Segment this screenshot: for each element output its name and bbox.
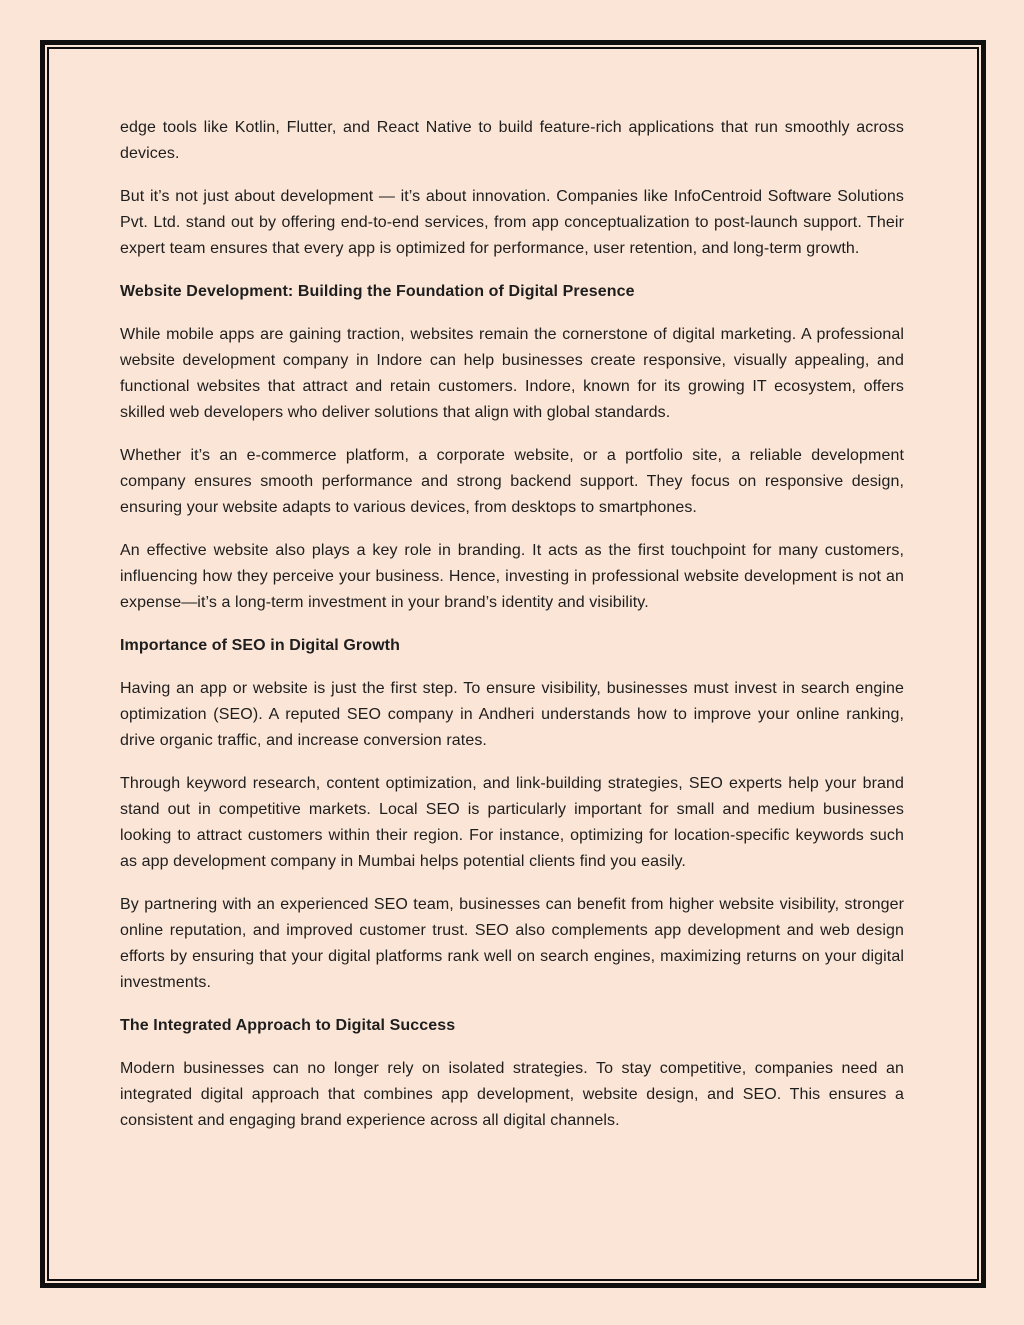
paragraph: Whether it’s an e-commerce platform, a corporate website, or a portfolio site, a reliable development company ensures smooth performance and strong backend support. They focus on responsive design, ensuring your website adapts to various devices, from desktops to smartphones. <box>120 447 904 516</box>
document-frame-inner <box>47 47 979 1281</box>
section-heading: Importance of SEO in Digital Growth <box>120 637 400 654</box>
paragraph: Having an app or website is just the first step. To ensure visibility, businesses must invest in search engine optimization (SEO). A reputed SEO company in Andheri understands how to improve your online ranking, drive organic traffic, and increase conversion rates. <box>120 680 904 749</box>
document-body <box>49 49 977 1279</box>
document-frame-outer <box>40 40 986 1288</box>
paragraph: edge tools like Kotlin, Flutter, and React Native to build feature-rich applications that run smoothly across devices. <box>120 119 904 162</box>
paragraph: An effective website also plays a key role in branding. It acts as the first touchpoint for many customers, influencing how they perceive your business. Hence, investing in professional website development is not an expense—it’s a long-term investment in your brand’s identity and visibility. <box>120 542 904 611</box>
paragraph: But it’s not just about development — it’s about innovation. Companies like InfoCentroid Software Solutions Pvt. Ltd. stand out by offering end-to-end services, from app conceptualization to post-launch support. Their expert team ensures that every app is optimized for performance, user retention, and long-term growth. <box>120 188 904 257</box>
paragraph: While mobile apps are gaining traction, websites remain the cornerstone of digital marketing. A professional website development company in Indore can help businesses create responsive, visually appealing, and functional websites that attract and retain customers. Indore, known for its growing IT ecosystem, offers skilled web developers who deliver solutions that align with global standards. <box>120 326 904 421</box>
section-heading: Website Development: Building the Foundation of Digital Presence <box>120 283 635 300</box>
paragraph: Modern businesses can no longer rely on isolated strategies. To stay competitive, companies need an integrated digital approach that combines app development, website design, and SEO. This ensures a consistent and engaging brand experience across all digital channels. <box>120 1060 904 1129</box>
paragraph: By partnering with an experienced SEO team, businesses can benefit from higher website visibility, stronger online reputation, and improved customer trust. SEO also complements app development and web design efforts by ensuring that your digital platforms rank well on search engines, maximizing returns on your digital investments. <box>120 896 904 991</box>
paragraph: Through keyword research, content optimization, and link-building strategies, SEO experts help your brand stand out in competitive markets. Local SEO is particularly important for small and medium businesses looking to attract customers within their region. For instance, optimizing for location-specific keywords such as app development company in Mumbai helps potential clients find you easily. <box>120 775 904 870</box>
section-heading: The Integrated Approach to Digital Success <box>120 1017 456 1034</box>
